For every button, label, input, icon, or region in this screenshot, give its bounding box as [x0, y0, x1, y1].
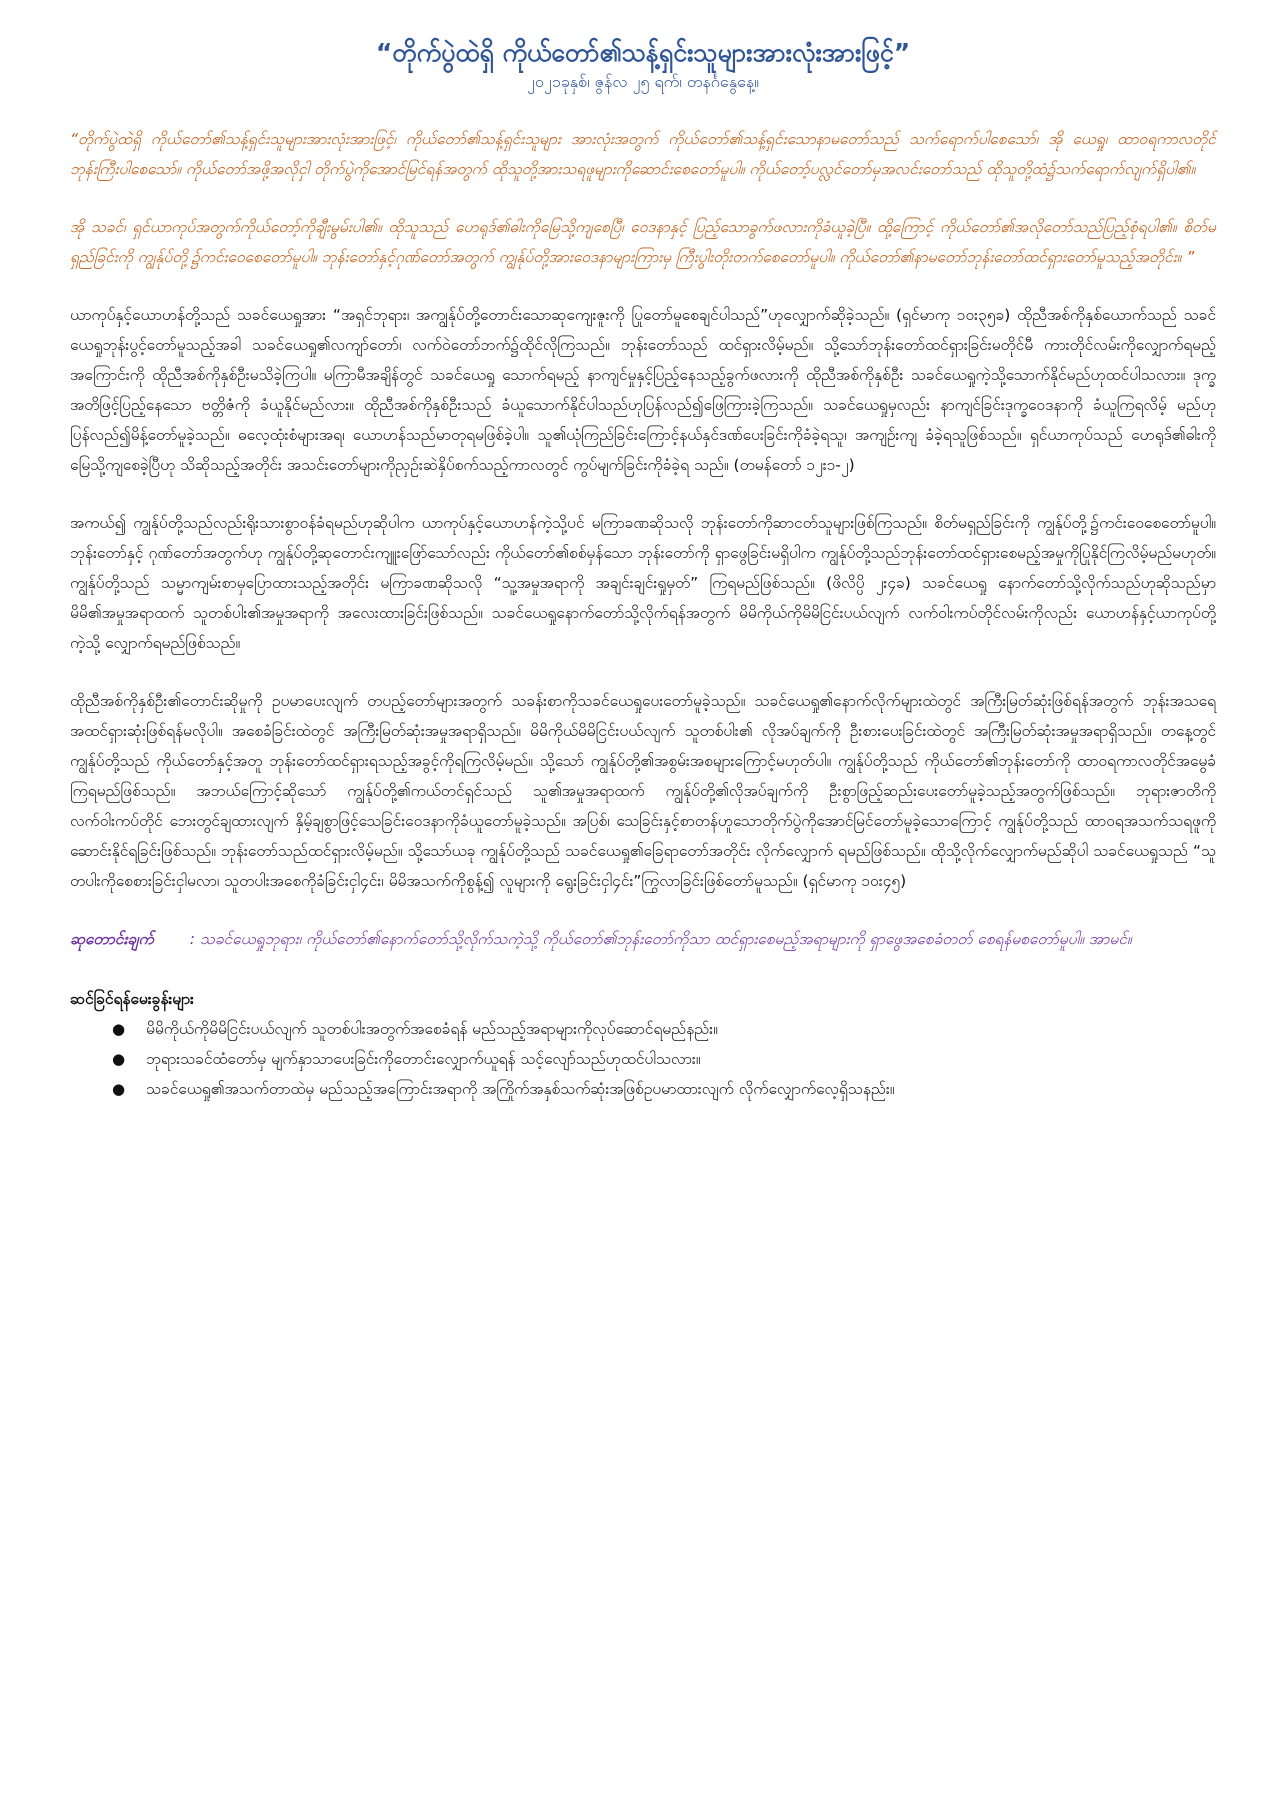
list-item	[106, 1044, 1216, 1074]
bullet-icon: ●	[112, 1050, 126, 1068]
body-paragraph-2: အကယ်၍ ကျွန်ုပ်တို့သည်လည်းရိုးသားစွာဝန်ခံရမည်ဟုဆိုပါက ယာကုပ်နှင့်ယောဟန်ကဲ့သို့ပင် မကြာခဏဆိုသလို ဘုန်းတော်ကိုဆာငတ်သူများဖြစ်ကြသည်။ စိတ်မရှည်ခြင်းကို ကျွန်ုပ်တို့၌ကင်းဝေစေတော်မူပါ။ ဘုန်းတော်နှင့် ဂုဏ်တော်အတွက်ဟု ကျွန်ုပ်တို့ဆုတောင်းကျူးဖြော်သော်လည်း ကိုယ်တော်၏စစ်မှန်သော ဘုန်းတော်ကို ရှာဖွေခြင်းမရှိပါက ကျွန်ုပ်တို့သည်ဘုန်းတော်ထင်ရှားစေမည့်အမှုကိုပြုနိုင်ကြလိမ့်မည်မဟုတ်။ ကျွန်ုပ်တို့သည် သမ္မာကျမ်းစာမှပြောထားသည့်အတိုင်း မကြာခဏဆိုသလို “သူ့အမှုအရာကို အချင်းချင်းရှုမှတ်” ကြရမည်ဖြစ်သည်။ (ဖိလိပ္ပိ ၂း၄ခ) သခင်ယေရှု နောက်တော်သို့လိုက်သည်ဟုဆိုသည်မှာ မိမိ၏အမှုအရာထက် သူတစ်ပါး၏အမှုအရာကို အလေးထားခြင်းဖြစ်သည်။ သခင်ယေရှုနောက်တော်သို့လိုက်ရန်အတွက် မိမိကိုယ်ကိုမိမိငြင်းပယ်လျက် လက်ဝါးကပ်တိုင်လမ်းကိုလည်း ယောဟန်နှင့်ယာကုပ်တို့ကဲ့သို့ လျှောက်ရမည်ဖြစ်သည်။	[70, 514, 1216, 652]
quote-paragraph-2: အို သခင်၊ ရှင်ယာကုပ်အတွက်ကိုယ်တော့်ကိုချီးမွမ်းပါ၏။ ထိုသူသည် ဟေရုဒ်၏ဓါးကိုမြေသို့ကျစေပြီ၊ ဝေဒနာနှင့် ပြည့်သောခွက်ဖလားကိုခံယူခဲ့ပြီ။ ထို့ကြောင့် ကိုယ်တော်၏အလိုတော်သည်ပြည့်စုံရပါ၏။ စိတ်မရှည်ခြင်းကို ကျွန်ုပ်တို့၌ကင်းဝေစေတော်မူပါ။ ဘုန်းတော်နှင့်ဂုဏ်တော်အတွက် ကျွန်ုပ်တို့အားဝေဒနာများကြားမှ ကြီးပွါးတိုးတက်စေတော်မူပါ။ ကိုယ်တော်၏နာမတော်ဘုန်းတော်ထင်ရှားတော်မူသည့်အတိုင်း။ ”	[70, 218, 1216, 266]
prayer-text: : သခင်ယေရှုဘုရား၊ ကိုယ်တော်၏နောက်တော်သို့လိုက်သကဲ့သို့ ကိုယ်တော်၏ဘုန်းတော်ကိုသာ ထင်ရှားစေမည့်အရာများကို ရှာဖွေအစေခံတတ် စေရန်မစတော်မူပါ။ အာမင်။	[189, 930, 1132, 948]
body-paragraph-1: ယာကုပ်နှင့်ယောဟန်တို့သည် သခင်ယေရှုအား “အရှင်ဘုရား၊ အကျွန်ုပ်တို့တောင်းသောဆုကျေးဇူးကို ပြုတော်မူစေချင်ပါသည်”ဟုလျှောက်ဆိုခဲ့သည်။ (ရှင်မာကု ၁၀း၃၅ခ) ထိုညီအစ်ကိုနှစ်ယောက်သည် သခင်ယေရှုဘုန်းပွင့်တော်မူသည့်အခါ သခင်ယေရှု၏လကျာ်တော်၊ လက်ဝဲတော်ဘက်၌ထိုင်လိုကြသည်။ ဘုန်းတော်သည် ထင်ရှားလိမ့်မည်။ သို့သော်ဘုန်းတော်ထင်ရှားခြင်းမတိုင်မီ ကားတိုင်လမ်းကိုလျှောက်ရမည့်အကြောင်းကို ထိုညီအစ်ကိုနှစ်ဦးမသိခဲ့ကြပါ။ မကြာမီအချိန်တွင် သခင်ယေရှု သောက်ရမည့် နာကျင်မှုနှင့်ပြည့်နေသည့်ခွက်ဖလားကို ထိုညီအစ်ကိုနှစ်ဦး သခင်ယေရှုကဲ့သို့သောက်နိုင်မည်ဟုထင်ပါသလား။ ဒုက္ခအတိဖြင့်ပြည့်နေသော ဗတ္တိဇံကို ခံယူနိုင်မည်လား။ ထိုညီအစ်ကိုနှစ်ဦးသည် ခံယူသောက်နိုင်ပါသည်ဟုပြန်လည်၍ဖြေကြားခဲ့ကြသည်။ သခင်ယေရှုမှလည်း နာကျင်ခြင်းဒုက္ခဝေဒနာကို ခံယူကြရလိမ့် မည်ဟုပြန်လည်၍မိန့်တော်မူခဲ့သည်။ ဓလေ့ထုံးစံများအရ၊ ယောဟန်သည်မာတုရမဖြစ်ခဲ့ပါ။ သူ၏ယုံကြည်ခြင်းကြောင့်နယ်နှင်ဒဏ်ပေးခြင်းကိုခံခဲ့ရသူ၊ အကျဉ်းကျ ခံခဲ့ရသူဖြစ်သည်။ ရှင်ယာကုပ်သည် ဟေရုဒ်၏ဓါးကို မြေသို့ကျစေခဲ့ပြီဟု သိဆိုသည့်အတိုင်း အသင်းတော်များကိုညှဉ်းဆဲနှိပ်စက်သည့်ကာလတွင် ကွပ်မျက်ခြင်းကိုခံခဲ့ရ သည်။ (တမန်တော် ၁၂း၁-၂)	[70, 306, 1216, 474]
question-text: သခင်ယေရှု၏အသက်တာထဲမှ မည်သည့်အကြောင်းအရာကို အကြိုက်အနှစ်သက်ဆုံးအဖြစ်ဥပမာထားလျက် လိုက်လျှောက်လေ့ရှိသနည်း။	[146, 1080, 895, 1098]
prayer-paragraph	[70, 924, 1216, 954]
bullet-icon: ●	[112, 1080, 126, 1098]
prayer-label: ဆုတောင်းချက်	[70, 930, 154, 948]
questions-heading: ဆင်ခြင်ရန်မေးခွန်းများ	[70, 990, 194, 1008]
body-paragraph-3: ထိုညီအစ်ကိုနှစ်ဦး၏တောင်းဆိုမှုကို ဥပမာပေးလျက် တပည့်တော်များအတွက် သခန်းစာကိုသခင်ယေရှုပေးတော်မူခဲ့သည်။ သခင်ယေရှု၏နောက်လိုက်များထဲတွင် အကြီးမြတ်ဆုံးဖြစ်ရန်အတွက် ဘုန်းအသရေအထင်ရှားဆုံးဖြစ်ရန်မလိုပါ။ အစေခံခြင်းထဲတွင် အကြီးမြတ်ဆုံးအမှုအရာရှိသည်။ မိမိကိုယ်မိမိငြင်းပယ်လျက် သူတစ်ပါး၏ လိုအပ်ချက်ကို ဦးစားပေးခြင်းထဲတွင် အကြီးမြတ်ဆုံးအမှုအရာရှိသည်။ တနေ့တွင် ကျွန်ုပ်တို့သည် ကိုယ်တော်နှင့်အတူ ဘုန်းတော်ထင်ရှားရသည့်အခွင့်ကိုရကြလိမ့်မည်။ သို့သော် ကျွန်ုပ်တို့၏အစွမ်းအစများကြောင့်မဟုတ်ပါ။ ကျွန်ုပ်တို့သည် ကိုယ်တော်၏ဘုန်းတော်ကို ထာဝရကာလတိုင်အမွေခံကြရမည်ဖြစ်သည်။ အဘယ်ကြောင့်ဆိုသော် ကျွန်ုပ်တို့၏ကယ်တင်ရှင်သည် သူ၏အမှုအရာထက် ကျွန်ုပ်တို့၏လိုအပ်ချက်ကို ဦးစွာဖြည့်ဆည်းပေးတော်မူခဲ့သည့်အတွက်ဖြစ်သည်။ ဘုရားဇာတိကို လက်ဝါးကပ်တိုင် ဘေးတွင်ချထားလျက် နှိမ့်ချစွာဖြင့်သေခြင်းဝေဒနာကိုခံယူတော်မူခဲ့သည်။ အပြစ်၊ သေခြင်းနှင့်စာတန်ဟူသောတိုက်ပွဲကိုအောင်မြင်တော်မူခဲ့သောကြောင့် ကျွန်ုပ်တို့သည် ထာဝရအသက်သရဖူကို ဆောင်းနိုင်ရခြင်းဖြစ်သည်။ ဘုန်းတော်သည်ထင်ရှားလိမ့်မည်။ သို့သော်ယခု ကျွန်ုပ်တို့သည် သခင်ယေရှု၏ခြေရာတော်အတိုင်း လိုက်လျှောက် ရမည်ဖြစ်သည်။ ထိုသို့လိုက်လျှောက်မည်ဆိုပါ သခင်ယေရှုသည် “သူတပါးကိုစေစားခြင်းငှါမလာ၊ သူတပါးအစေကိုခံခြင်းငှါ၄င်း၊ မိမိအသက်ကိုစွန့်၍ လူများကို ရွေးခြင်းငှါ၄င်း”ကြွလာခြင်းဖြစ်တော်မူသည်။ (ရှင်မာကု ၁၀း၄၅)	[70, 692, 1216, 890]
quote-paragraph-1: “တိုက်ပွဲထဲရှိ ကိုယ်တော်၏သန့်ရှင်းသူများအားလုံးအားဖြင့်၊ ကိုယ်တော်၏သန့်ရှင်းသူများ အားလုံးအတွက် ကိုယ်တော်၏သန့်ရှင်းသောနာမတော်သည် သက်ရောက်ပါစေသော်၊ အို ယေရှု၊ ထာဝရကာလတိုင်ဘုန်းကြီးပါစေသော်။ ကိုယ်တော်အဖို့အလိုငှါ တိုက်ပွဲကိုအောင်မြင်ရန်အတွက် ထိုသူတို့အားသရဖူများကိုဆောင်းစေတော်မူပါ။ ကိုယ်တော့်ပလ္လင်တော်မှအလင်းတော်သည် ထိုသူတို့ထံ၌သက်ရောက်လျက်ရှိပါ၏။	[70, 130, 1216, 178]
question-text: မိမိကိုယ်ကိုမိမိငြင်းပယ်လျက် သူတစ်ပါးအတွက်အစေခံရန် မည်သည့်အရာများကိုလုပ်ဆောင်ရမည်နည်း။	[146, 1020, 718, 1038]
page-title: “တိုက်ပွဲထဲရှိ ကိုယ်တော်၏သန့်ရှင်းသူများအားလုံးအားဖြင့်”	[375, 38, 911, 67]
list-item	[106, 1014, 1216, 1044]
bullet-icon: ●	[112, 1020, 126, 1038]
questions-list	[70, 1014, 1216, 1104]
question-text: ဘုရားသခင်ထံတော်မှ မျက်နှာသာပေးခြင်းကိုတောင်းလျှောက်ယူရန် သင့်လျော်သည်ဟုထင်ပါသလား။	[146, 1050, 701, 1068]
page-date: ၂၀၂၁ခုနှစ်၊ ဇွန်လ ၂၅ ရက်၊ တနင်္ဂနွေနေ့။	[527, 72, 759, 91]
list-item	[106, 1074, 1216, 1104]
